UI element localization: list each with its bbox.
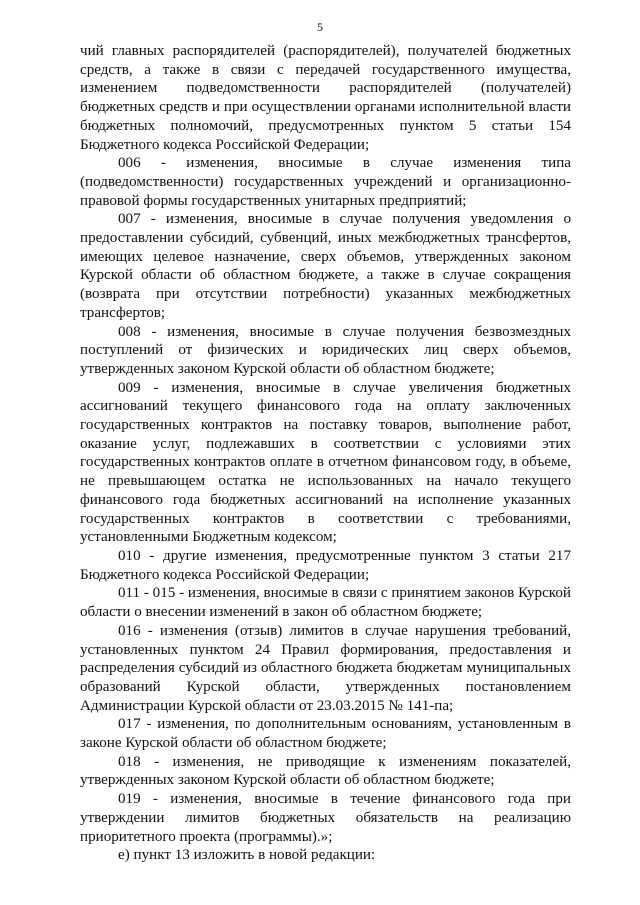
page-number: 5 [317,20,323,34]
paragraph-code-010: 010 - другие изменения, предусмотренные пунктом 3 статьи 217 Бюджетного кодекса Российской Федерации; [80,547,571,583]
paragraph-item-e: е) пункт 13 изложить в новой редакции: [118,847,376,864]
paragraph-code-008: 008 - изменения, вносимые в случае получения безвозмездных поступлений от физических и юридических лиц сверх объемов, утвержденных законом Курской области об областном бюджете; [80,323,571,377]
paragraph-code-016: 016 - изменения (отзыв) лимитов в случае нарушения требований, установленных пунктом 24 Правил формирования, предоставления и распределения субсидий из областного бюджета бюджетам муниципальных образований Курской области, утвержденных постановлением Администрации Курской области от 23.03.2015 № 141-па; [80,622,571,714]
paragraph-code-019: 019 - изменения, вносимые в течение финансового года при утверждении лимитов бюджетных обязательств на реализацию приоритетного проекта (программы).»; [80,791,571,845]
paragraph-code-018: 018 - изменения, не приводящие к изменениям показателей, утвержденных законом Курской области об областном бюджете; [80,753,571,789]
paragraph-code-017: 017 - изменения, по дополнительным основаниям, установленным в законе Курской области об областном бюджете; [80,716,571,752]
paragraph-code-009: 009 - изменения, вносимые в случае увеличения бюджетных ассигнований текущего финансового года на оплату заключенных государственных контрактов на поставку товаров, выполнение работ, оказание услуг, подлежавших в соответствии с условиями этих государственных контрактов оплате в отчетном финансовом году, в объеме, не превышающем остатка не использованных на начало текущего финансового года бюджетных ассигнований на исполнение указанных государственных контрактов в соответствии с требованиями, установленными Бюджетным кодексом; [80,379,571,546]
paragraph-code-007: 007 - изменения, вносимые в случае получения уведомления о предоставлении субсидий, субвенций, иных межбюджетных трансфертов, имеющих целевое назначение, сверх объемов, утвержденных законом Курской области об областном бюджете, а также в случае сокращения (возврата при отсутствии потребности) указанных межбюджетных трансфертов; [80,211,571,321]
paragraph-continuation: чий главных распорядителей (распорядителей), получателей бюджетных средств, а также в связи с передачей государственного имущества, изменением подведомственности распорядителей (получателей) бюджетных средств и при осуществлении органами исполнительной власти бюджетных полномочий, предусмотренных пунктом 5 статьи 154 Бюджетного кодекса Российской Федерации; [80,43,571,153]
document-body [80,42,571,865]
paragraph-code-011-015: 011 - 015 - изменения, вносимые в связи с принятием законов Курской области о внесении изменений в закон об областном бюджете; [80,585,571,621]
paragraph-code-006: 006 - изменения, вносимые в случае изменения типа (подведомственности) государственных учреждений и организационно-правовой формы государственных унитарных предприятий; [80,155,571,209]
